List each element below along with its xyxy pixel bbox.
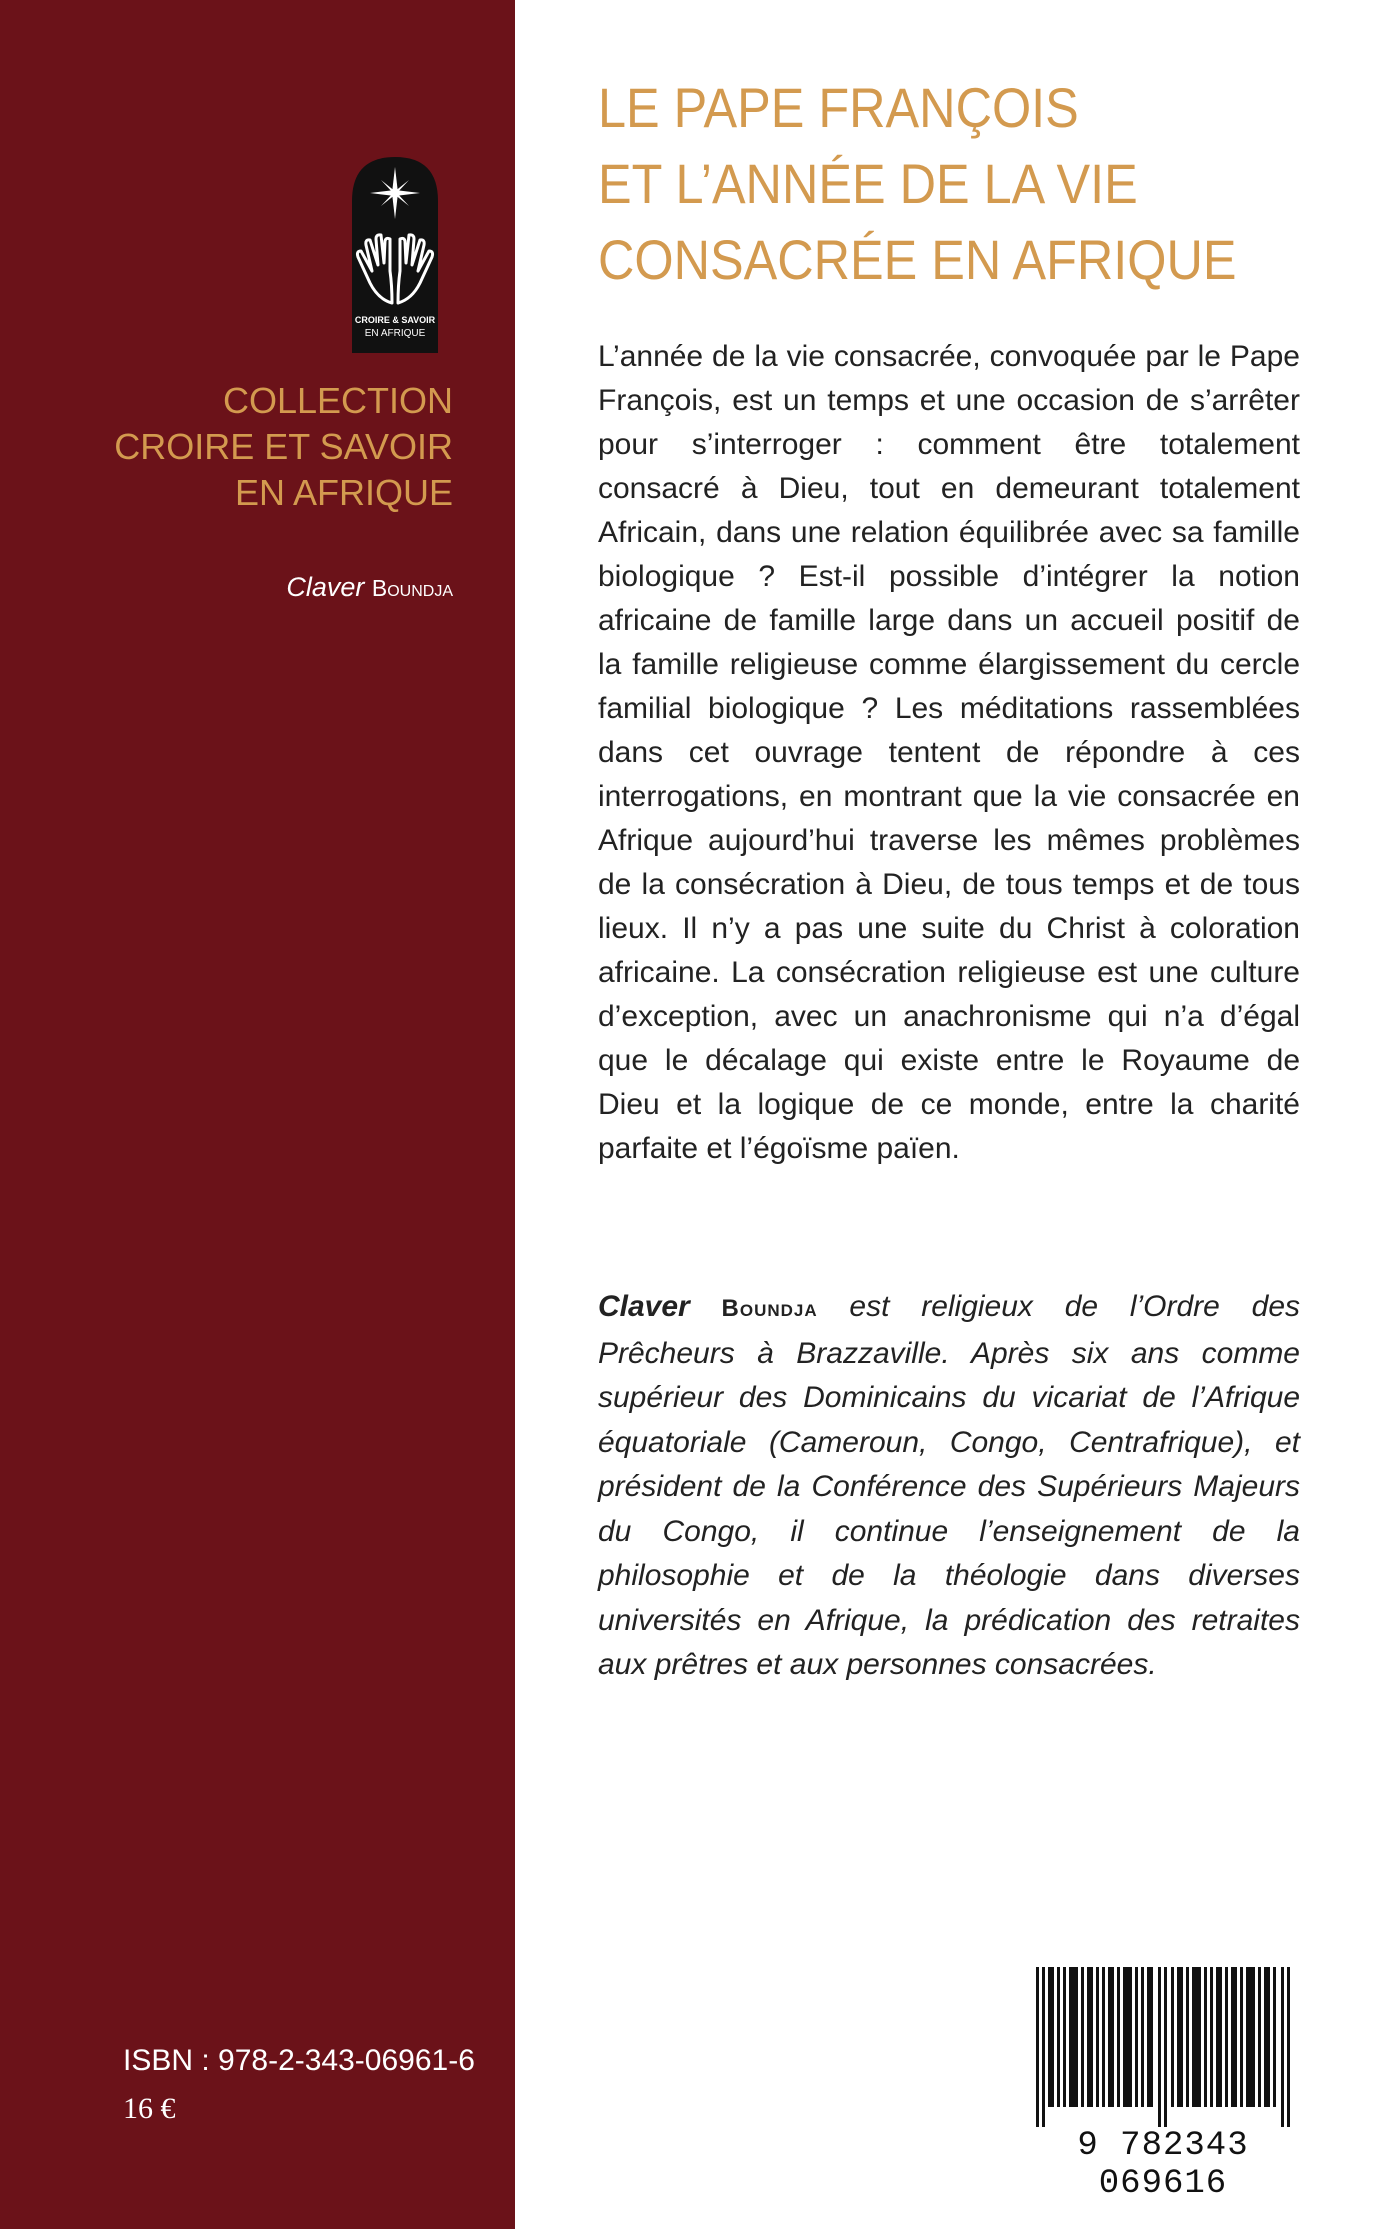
book-title — [598, 70, 1264, 298]
author-first-name: Claver — [286, 572, 365, 602]
bio-text: est religieux de l’Ordre des Prêcheurs à Brazzaville. Après six ans comme supérieur des Dominicains du vicariat de l’Afrique équatoriale (Cameroun, Congo, Centrafrique), et président de la Conférence des Supérieurs Majeurs du Congo, il continue l’enseignement de la philosophie et de la théologie dans diverses universités en Afrique, la prédication des retraites aux prêtres et aux personnes consacrées. — [598, 1290, 1300, 1681]
barcode-digits: 9 782343 069616 — [1077, 2127, 1249, 2203]
collection-name — [40, 378, 453, 516]
collection-line-2: CROIRE ET SAVOIR — [114, 426, 453, 467]
collection-line-1: COLLECTION — [222, 380, 453, 421]
logo-text-line2: EN AFRIQUE — [364, 328, 426, 339]
bio-author-last: Boundja — [721, 1295, 818, 1322]
barcode — [1026, 1967, 1300, 2203]
isbn: ISBN : 978-2-343-06961-6 — [123, 2044, 475, 2077]
bio-author-first: Claver — [598, 1290, 690, 1323]
title-line-3: CONSACRÉE EN AFRIQUE — [598, 228, 1237, 291]
logo-text-line1: CROIRE & SAVOIR — [354, 315, 436, 325]
sidebar-author — [40, 572, 453, 603]
title-line-2: ET L’ANNÉE DE LA VIE — [598, 152, 1138, 215]
collection-logo — [348, 153, 442, 353]
author-bio — [598, 1285, 1300, 1688]
barcode-bars — [1036, 1967, 1290, 2127]
author-last-name: Boundja — [371, 575, 453, 601]
book-summary: L’année de la vie consacrée, convoquée par le Pape François, est un temps et une occasion de s’arrêter pour s’interroger : comment être totalement consacré à Dieu, tout en demeurant totalement Africain, dans une relation équilibrée avec sa famille biologique ? Est-il possible d’intégrer la notion africaine de famille large dans un accueil positif de la famille religieuse comme élargissement du cercle familial biologique ? Les méditations rassemblées dans cet ouvrage tentent de répondre à ces interrogations, en montrant que la vie consacrée en Afrique aujourd’hui traverse les mêmes problèmes de la consécration à Dieu, de tous temps et de tous lieux. Il n’y a pas une suite du Christ à coloration africaine. La consécration religieuse est une culture d’exception, avec un anachronisme qui n’a d’égal que le décalage qui existe entre le Royaume de Dieu et la logique de ce monde, entre la charité parfaite et l’égoïsme païen. — [598, 340, 1300, 1165]
praying-hands-star-icon — [348, 153, 442, 353]
sidebar-panel — [0, 0, 515, 2229]
title-line-1: LE PAPE FRANÇOIS — [598, 76, 1079, 139]
price: 16 € — [123, 2092, 176, 2125]
collection-line-3: EN AFRIQUE — [234, 472, 453, 513]
